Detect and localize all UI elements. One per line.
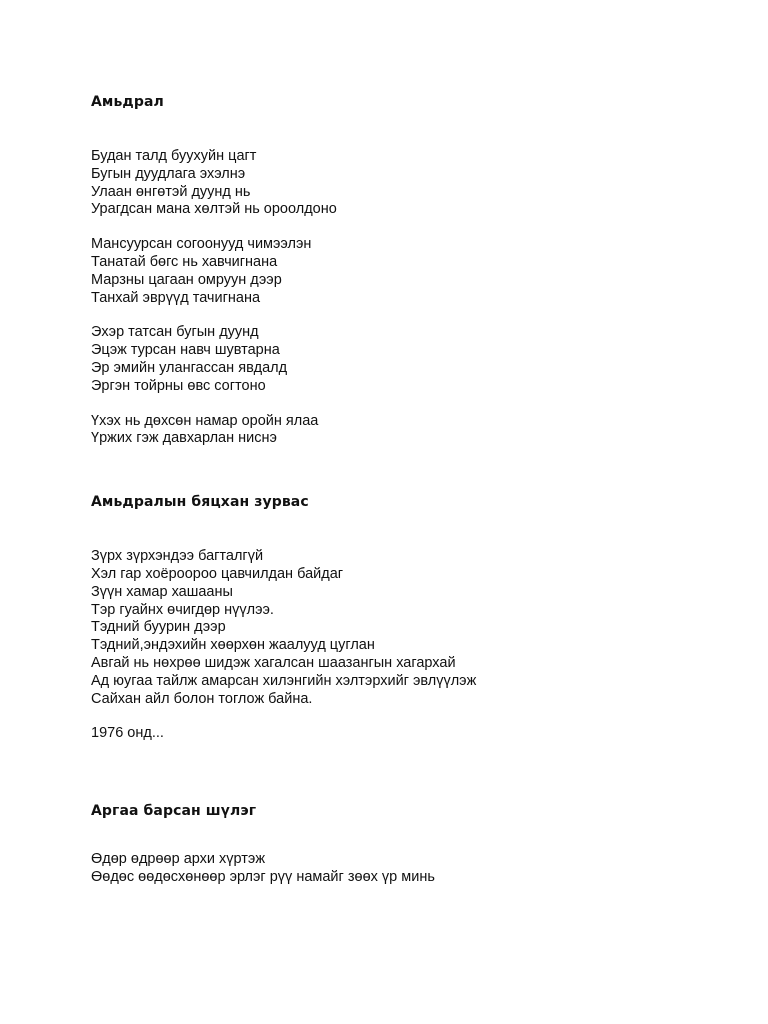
stanza: [91, 725, 768, 743]
poem-line: Бугын дуудлага эхэлнэ: [91, 165, 246, 182]
stanza: [91, 324, 768, 395]
poem-line: Өөдөс өөдөсхөнөөр эрлэг рүү намайг зөөх үр минь: [91, 868, 435, 885]
stanza: [91, 148, 768, 219]
poem-line: Өдөр өдрөөр архи хүртэж: [91, 851, 266, 868]
poem-argaa-barsan-shuleg: [91, 802, 768, 887]
stanza: [91, 413, 768, 449]
poem-line: Зүүн хамар хашааны: [91, 583, 233, 600]
poem-line: Эр эмийн улангассан явдалд: [91, 359, 288, 376]
poem-title: Амьдрал: [91, 94, 164, 110]
poem-line: Эхэр татсан бугын дуунд: [91, 324, 259, 341]
poem-line: Танхай эврүүд тачигнана: [91, 289, 261, 306]
poem-amidral: [91, 93, 768, 448]
poem-date-line: 1976 онд...: [91, 725, 164, 742]
poem-line: Ад юугаа тайлж амарсан хилэнгийн хэлтэрхийг эвлүүлэж: [91, 672, 477, 689]
poem-line: Урагдсан мана хөлтэй нь ороолдоно: [91, 201, 337, 218]
poem-line: Сайхан айл болон тоглож байна.: [91, 690, 313, 707]
poem-line: Хэл гар хоёроороо цавчилдан байдаг: [91, 565, 344, 582]
poem-body: [91, 548, 768, 743]
poem-line: Зүрх зүрхэндээ багталгүй: [91, 548, 264, 565]
poem-line: Авгай нь нөхрөө шидэж хагалсан шаазангын хагархай: [91, 654, 456, 671]
poem-body: [91, 148, 768, 448]
poem-line: Эргэн тойрны өвс согтоно: [91, 377, 266, 394]
poem-line: Тэр гуайнх өчигдөр нүүлээ.: [91, 601, 274, 618]
stanza: [91, 851, 768, 887]
poem-title: Аргаа барсан шүлэг: [91, 803, 257, 820]
poem-line: Будан талд буухуйн цагт: [91, 148, 257, 164]
poem-title: Амьдралын бяцхан зурвас: [91, 494, 309, 511]
stanza: [91, 548, 768, 708]
poem-line: Танатай бөгс нь хавчигнана: [91, 253, 278, 270]
poem-amidralyn-byatskhan-zurvas: [91, 493, 768, 743]
poem-line: Үржих гэж давхарлан ниснэ: [91, 430, 277, 447]
poem-line: Тэдний,эндэхийн хөөрхөн жаалууд цуглан: [91, 637, 375, 654]
poem-body: [91, 851, 768, 887]
poem-line: Тэдний буурин дээр: [91, 619, 226, 636]
stanza: [91, 236, 768, 307]
poem-line: Мансуурсан согоонууд чимээлэн: [91, 236, 312, 253]
poem-line: Үхэх нь дөхсөн намар оройн ялаа: [91, 412, 319, 429]
poem-line: Улаан өнгөтэй дуунд нь: [91, 183, 251, 200]
poem-line: Марзны цагаан омруун дээр: [91, 271, 282, 288]
poem-line: Эцэж турсан навч шувтарна: [91, 342, 280, 359]
